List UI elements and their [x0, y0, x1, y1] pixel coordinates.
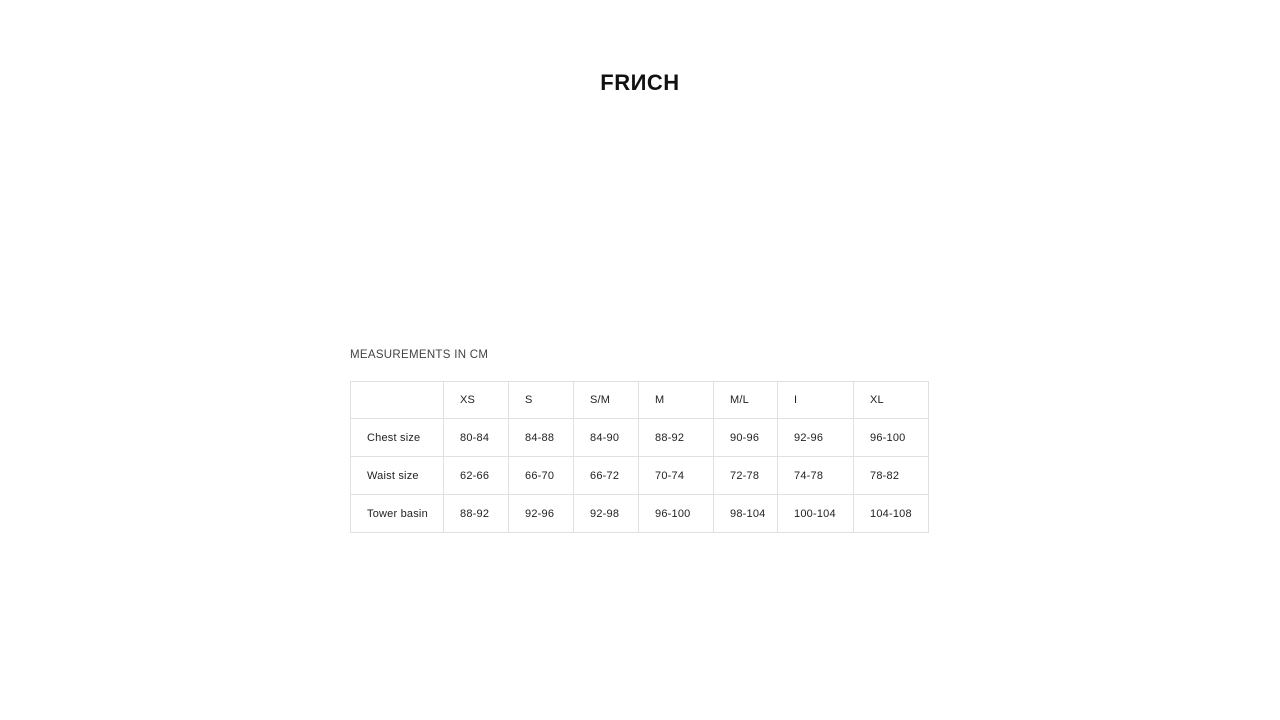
waist-size-m: 70-74 [639, 457, 714, 495]
size-header-empty-cell [351, 382, 444, 419]
chest-size-s: 84-88 [509, 419, 574, 457]
table-row-tower-basin [351, 495, 929, 533]
tower-basin-sm: 92-98 [574, 495, 639, 533]
tower-basin-ml: 98-104 [714, 495, 778, 533]
chest-size-xl: 96-100 [854, 419, 929, 457]
table-row-chest-size [351, 419, 929, 457]
size-header-xs: XS [444, 382, 509, 419]
waist-size-xs: 62-66 [444, 457, 509, 495]
brand-logo: FRИCH [600, 70, 680, 95]
size-header-s: S [509, 382, 574, 419]
waist-size-i: 74-78 [778, 457, 854, 495]
size-header-row [351, 382, 929, 419]
waist-size-sm: 66-72 [574, 457, 639, 495]
waist-size-xl: 78-82 [854, 457, 929, 495]
row-label-waist-size: Waist size [351, 457, 444, 495]
size-header-m: M [639, 382, 714, 419]
waist-size-s: 66-70 [509, 457, 574, 495]
waist-size-ml: 72-78 [714, 457, 778, 495]
chest-size-i: 92-96 [778, 419, 854, 457]
row-label-tower-basin: Tower basin [351, 495, 444, 533]
tower-basin-xl: 104-108 [854, 495, 929, 533]
tower-basin-xs: 88-92 [444, 495, 509, 533]
size-header-ml: M/L [714, 382, 778, 419]
chest-size-sm: 84-90 [574, 419, 639, 457]
tower-basin-s: 92-96 [509, 495, 574, 533]
chest-size-m: 88-92 [639, 419, 714, 457]
chest-size-xs: 80-84 [444, 419, 509, 457]
size-header-i: I [778, 382, 854, 419]
size-header-xl: XL [854, 382, 929, 419]
tower-basin-m: 96-100 [639, 495, 714, 533]
size-header-sm: S/M [574, 382, 639, 419]
tower-basin-i: 100-104 [778, 495, 854, 533]
size-chart-table [350, 381, 929, 533]
size-chart-title: MEASUREMENTS IN CM [350, 349, 489, 361]
table-row-waist-size [351, 457, 929, 495]
chest-size-ml: 90-96 [714, 419, 778, 457]
row-label-chest-size: Chest size [351, 419, 444, 457]
